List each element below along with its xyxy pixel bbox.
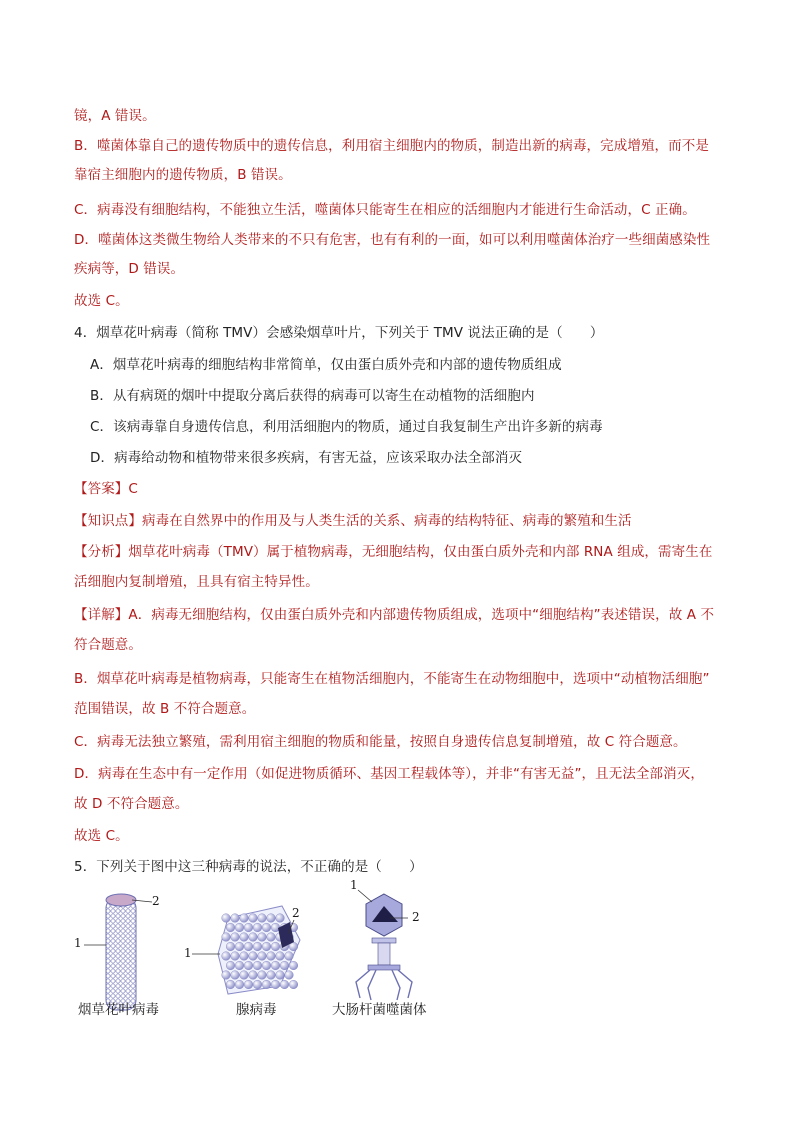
lines2-4: D．病毒在生态中有一定作用（如促进物质循环、基因工程载体等），并非“有害无益”，且无法全部消灭， xyxy=(74,766,704,782)
answer-text: C xyxy=(128,481,138,497)
lines-7: 4．烟草花叶病毒（简称 TMV）会感染烟草叶片，下列关于 TMV 说法正确的是（ ） xyxy=(74,325,604,341)
capsomere xyxy=(249,933,258,942)
capsomere xyxy=(249,914,258,923)
phage-label-1: 1 xyxy=(350,878,358,892)
lines2-6: 故选 C。 xyxy=(74,828,129,844)
capsomere xyxy=(258,952,267,961)
capsomere xyxy=(240,933,249,942)
capsomere xyxy=(253,961,262,970)
capsomere xyxy=(226,923,235,932)
knowledge-tag: 【知识点】 xyxy=(74,513,142,529)
capsomere xyxy=(226,942,235,951)
capsomere xyxy=(262,923,271,932)
capsomere xyxy=(267,933,276,942)
analysis-text: 烟草花叶病毒（TMV）属于植物病毒，无细胞结构，仅由蛋白质外壳和内部 RNA 组成，需寄生在 xyxy=(128,544,713,560)
phage-shape xyxy=(356,894,412,1000)
capsomere xyxy=(235,961,244,970)
capsomere xyxy=(267,971,276,980)
capsomere xyxy=(244,923,253,932)
analysis-line xyxy=(74,540,712,560)
capsomere xyxy=(244,961,253,970)
answer-line xyxy=(74,477,138,497)
capsomere xyxy=(231,971,240,980)
lines2-1: B．烟草花叶病毒是植物病毒，只能寄生在植物活细胞内，不能寄生在动物细胞中，选项中“动植物活细胞” xyxy=(74,671,710,687)
tmv-label-2: 2 xyxy=(152,894,160,908)
capsomere xyxy=(258,971,267,980)
lines-1: B．噬菌体靠自己的遗传物质中的遗传信息，利用宿主细胞内的物质，制造出新的病毒，完成增殖，而不是 xyxy=(74,138,709,154)
tmv-rna-end xyxy=(106,894,136,906)
lines-5: 疾病等，D 错误。 xyxy=(74,261,185,277)
caption-phage: 大肠杆菌噬菌体 xyxy=(332,1002,427,1018)
capsomere xyxy=(280,961,289,970)
analysis-tag: 【分析】 xyxy=(74,544,129,560)
capsomere xyxy=(231,914,240,923)
lines2-3: C．病毒无法独立繁殖，需利用宿主细胞的物质和能量，按照自身遗传信息复制增殖，故 C 符合题意。 xyxy=(74,734,687,750)
capsomere xyxy=(222,914,231,923)
capsomere xyxy=(289,980,298,989)
capsomere xyxy=(244,942,253,951)
lines-8: A．烟草花叶病毒的细胞结构非常简单，仅由蛋白质外壳和内部的遗传物质组成 xyxy=(90,357,562,373)
capsomere xyxy=(267,914,276,923)
capsomere xyxy=(249,971,258,980)
adeno-label-1: 1 xyxy=(184,946,192,960)
capsomere xyxy=(240,914,249,923)
capsomere xyxy=(262,961,271,970)
capsomere xyxy=(280,980,289,989)
detail-line xyxy=(74,603,714,623)
knowledge-line xyxy=(74,509,632,529)
capsomere xyxy=(271,942,280,951)
capsomere xyxy=(267,952,276,961)
capsomere xyxy=(249,952,258,961)
capsomere xyxy=(235,942,244,951)
capsomere xyxy=(240,971,249,980)
lines-10: C．该病毒靠自身遗传信息，利用活细胞内的物质，通过自我复制生产出许多新的病毒 xyxy=(90,419,603,435)
lines2-2: 范围错误，故 B 不符合题意。 xyxy=(74,701,256,717)
tmv-label-1: 1 xyxy=(74,936,82,950)
lines-11: D．病毒给动物和植物带来很多疾病，有害无益，应该采取办法全部消灭 xyxy=(90,450,523,466)
capsomere xyxy=(253,980,262,989)
capsomere xyxy=(289,961,298,970)
adeno-label-2: 2 xyxy=(292,906,300,920)
phage-label-2: 2 xyxy=(412,910,420,924)
capsomere xyxy=(285,952,294,961)
capsomere xyxy=(235,923,244,932)
capsomere xyxy=(222,952,231,961)
capsomere xyxy=(276,914,285,923)
capsomere xyxy=(262,942,271,951)
detail-tag: 【详解】 xyxy=(74,607,129,623)
lines-0: 镜，A 错误。 xyxy=(74,108,156,124)
caption-adenovirus: 腺病毒 xyxy=(236,1002,277,1018)
detail-text: A．病毒无细胞结构，仅由蛋白质外壳和内部遗传物质组成，选项中“细胞结构”表述错误，故 A 不 xyxy=(128,607,715,623)
lines2-0: 符合题意。 xyxy=(74,637,142,653)
capsomere xyxy=(258,933,267,942)
capsomere xyxy=(276,952,285,961)
lines-6: 故选 C。 xyxy=(74,293,129,309)
capsomere xyxy=(258,914,267,923)
lines-2: 靠宿主细胞内的遗传物质，B 错误。 xyxy=(74,167,292,183)
lines-4: D．噬菌体这类微生物给人类带来的不只有危害，也有有利的一面，如可以利用噬菌体治疗一些细菌感染性 xyxy=(74,232,711,248)
lines-9: B．从有病斑的烟叶中提取分离后获得的病毒可以寄生在动植物的活细胞内 xyxy=(90,388,535,404)
capsomere xyxy=(222,933,231,942)
capsomere xyxy=(226,961,235,970)
virus-figure xyxy=(68,876,488,1026)
capsomere xyxy=(271,980,280,989)
lines-3: C．病毒没有细胞结构，不能独立生活，噬菌体只能寄生在相应的活细胞内才能进行生命活动，C 正确。 xyxy=(74,202,696,218)
capsomere xyxy=(253,942,262,951)
tmv-rod xyxy=(106,898,136,1010)
adenovirus-shape xyxy=(218,906,300,994)
capsomere xyxy=(253,923,262,932)
capsomere xyxy=(231,952,240,961)
capsomere xyxy=(222,971,231,980)
capsomere xyxy=(231,933,240,942)
lines2-5: 故 D 不符合题意。 xyxy=(74,796,189,812)
capsomere xyxy=(235,980,244,989)
capsomere xyxy=(240,952,249,961)
answer-tag: 【答案】 xyxy=(74,481,129,497)
caption-tmv: 烟草花叶病毒 xyxy=(78,1002,159,1018)
capsomere xyxy=(271,961,280,970)
capsomere xyxy=(226,980,235,989)
analysis-line-2: 活细胞内复制增殖，且具有宿主特异性。 xyxy=(74,574,319,590)
capsomere xyxy=(262,980,271,989)
lines2-7: 5．下列关于图中这三种病毒的说法，不正确的是（ ） xyxy=(74,859,423,875)
capsomere xyxy=(276,971,285,980)
capsomere xyxy=(285,971,294,980)
knowledge-text: 病毒在自然界中的作用及与人类生活的关系、病毒的结构特征、病毒的繁殖和生活 xyxy=(142,513,632,529)
capsomere xyxy=(244,980,253,989)
